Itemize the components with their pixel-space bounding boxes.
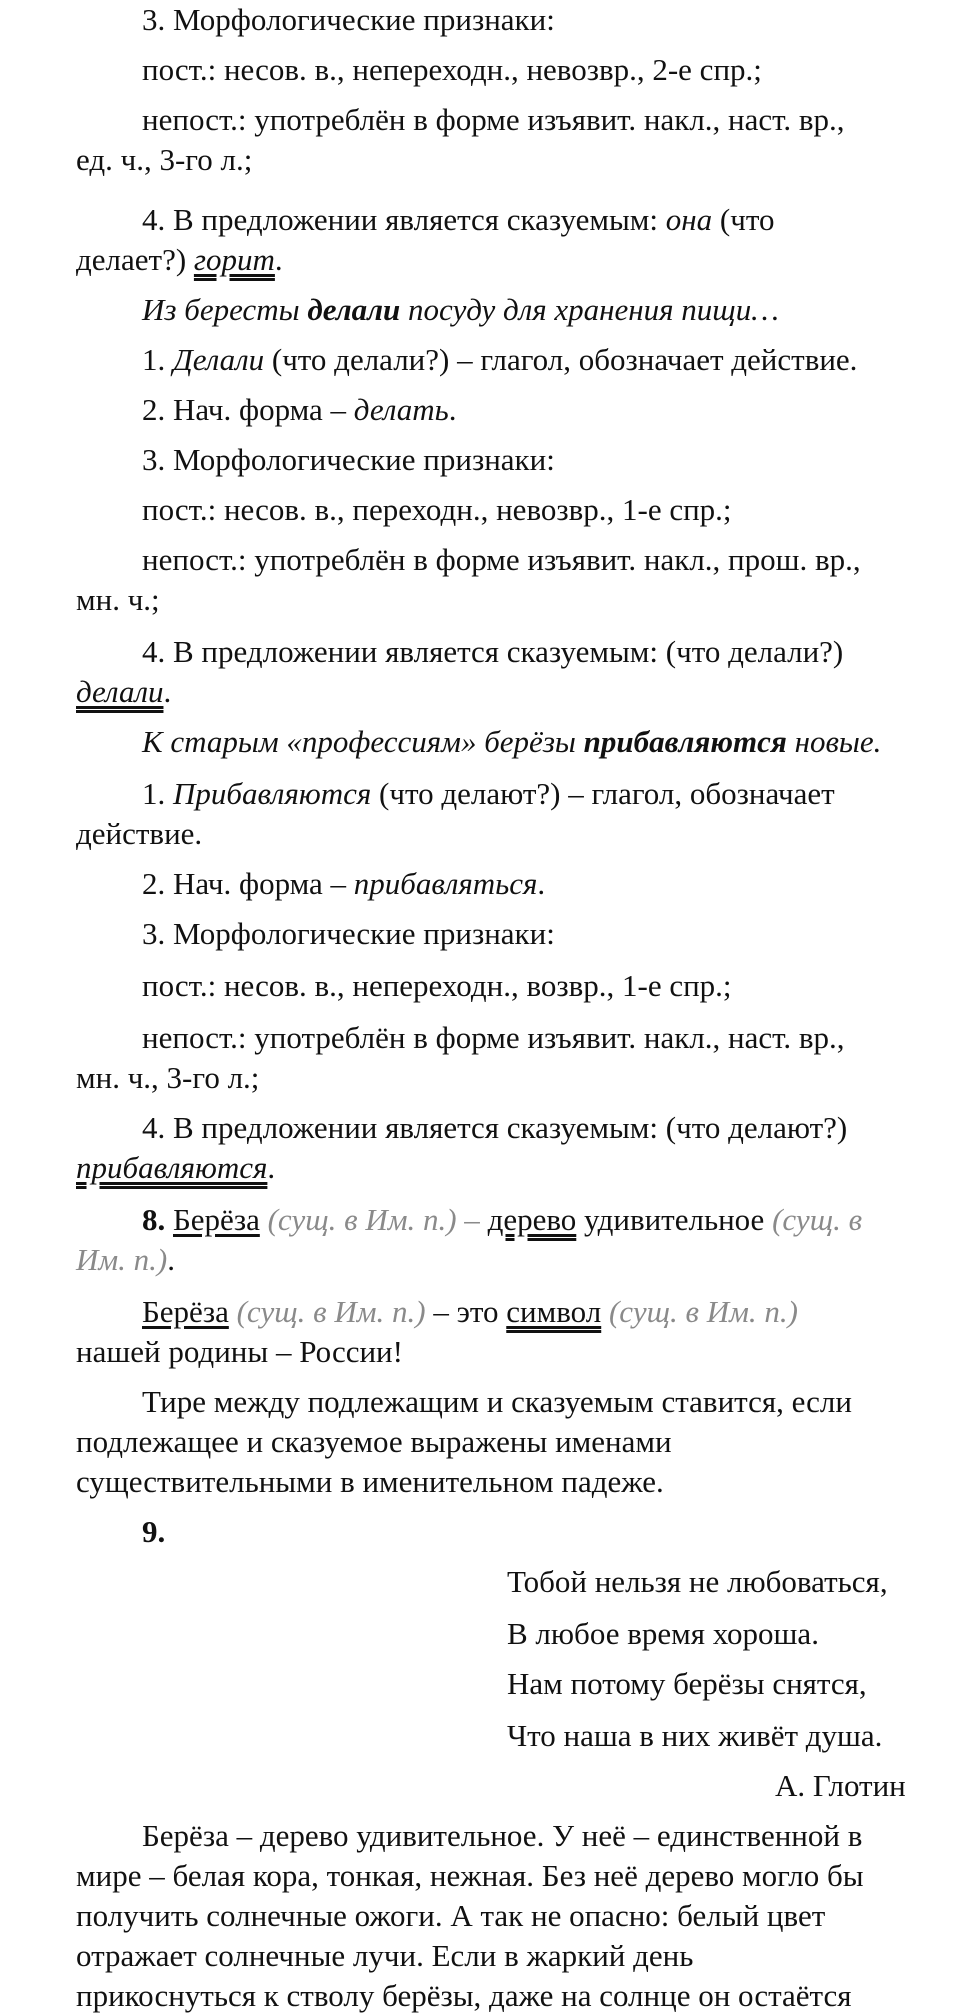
text-line [76,240,283,280]
text-segment: отражает солнечные лучи. Если в жаркий день [76,1938,694,1973]
text-line [76,580,160,620]
text-segment: мн. ч., 3-го л.; [76,1060,260,1095]
text-segment: ед. ч., 3-го л.; [76,142,253,177]
text-segment: Из бересты [142,292,308,327]
text-line [142,290,779,330]
text-segment: прикоснуться к стволу берёзы, даже на солнце он остаётся [76,1978,852,2013]
text-segment: . [267,1150,276,1185]
text-line [76,1058,259,1098]
text-line [142,1200,862,1240]
text-line [142,440,555,480]
text-segment [480,1202,488,1237]
text-segment: 9. [142,1514,166,1549]
text-line [142,1382,852,1422]
text-line [76,1856,864,1896]
text-segment: делали [307,292,401,327]
text-segment: 2. Нач. форма – [142,866,354,901]
text-segment: 2. Нач. форма – [142,392,354,427]
text-segment: (сущ. в [772,1202,863,1237]
text-segment: нашей родины – России! [76,1334,403,1369]
text-segment: Берёза [173,1202,260,1237]
text-segment: – это [425,1294,507,1329]
text-line [76,672,171,712]
text-segment: делает?) [76,242,194,277]
text-segment: мн. ч.; [76,582,160,617]
text-line [775,1766,906,1806]
text-line [142,632,843,672]
text-line [142,1512,165,1552]
text-segment: Делали [173,342,265,377]
text-line [142,1018,845,1058]
text-segment: 4. В предложении является сказуемым: (что делали?) [142,634,844,669]
text-segment: Тире между подлежащим и сказуемым ставится, если [142,1384,852,1419]
text-line [142,390,456,430]
text-line [142,340,857,380]
text-segment: Им. п.) [76,1242,168,1277]
text-segment: непост.: употреблён в форме изъявит. накл., наст. вр., [142,102,845,137]
text-segment: пост.: несов. в., непереходн., возвр., 1-е спр.; [142,968,732,1003]
text-segment: . [167,1242,175,1277]
text-segment: 3. Морфологические признаки: [142,442,555,477]
text-line [76,1148,275,1188]
text-line [507,1562,888,1602]
text-line [142,722,881,762]
text-line [507,1664,867,1704]
text-line [142,50,762,90]
text-line [142,100,845,140]
text-segment: (что делали?) – глагол, обозначает действие. [264,342,858,377]
text-segment: (сущ. в Им. п.) [228,1294,426,1329]
text-line [76,1936,693,1976]
text-line [76,1332,403,1372]
text-segment: пост.: несов. в., переходн., невозвр., 1-е спр.; [142,492,732,527]
text-segment: действие. [76,816,203,851]
text-segment: делать [353,392,449,427]
text-line [76,1240,175,1280]
text-line [142,0,555,40]
text-segment: . [163,674,172,709]
text-line [142,774,835,814]
text-segment: прибавляются [583,724,787,759]
text-line [142,200,774,240]
text-segment: А. Глотин [775,1768,906,1803]
text-segment: непост.: употреблён в форме изъявит. накл., прош. вр., [142,542,861,577]
text-line [76,1462,664,1502]
text-line [76,1976,851,2016]
text-line [142,540,861,580]
text-segment: дерево [487,1202,577,1237]
text-segment: символ [506,1294,602,1329]
text-segment: Берёза – дерево удивительное. У неё – единственной в [142,1818,863,1853]
text-segment: горит [193,242,275,277]
text-line [76,140,252,180]
text-segment: 1. [142,342,173,377]
text-line [142,490,732,530]
text-segment: делали [76,674,164,709]
text-segment: подлежащее и сказуемое выражены именами [76,1424,672,1459]
text-segment: мире – белая кора, тонкая, нежная. Без неё дерево могло бы [76,1858,864,1893]
text-segment: 4. В предложении является сказуемым: [142,202,666,237]
text-line [76,814,202,854]
text-segment: . [537,866,546,901]
text-segment: Тобой нельзя не любоваться, [507,1564,888,1599]
text-line [76,1422,672,1462]
text-segment: . [274,242,283,277]
text-segment: непост.: употреблён в форме изъявит. накл., наст. вр., [142,1020,845,1055]
text-segment: (сущ. в Им. п.) – [259,1202,480,1237]
text-segment: (что [712,202,775,237]
text-segment: прибавляются [76,1150,268,1185]
text-segment: удивительное [576,1202,773,1237]
text-segment: прибавляться [353,866,538,901]
text-line [142,1292,798,1332]
text-line [142,966,732,1006]
text-segment: Нам потому берёзы снятся, [507,1666,867,1701]
text-segment: 8. [142,1202,173,1237]
text-segment: . [448,392,457,427]
text-segment: Берёза [142,1294,229,1329]
text-segment: 1. [142,776,173,811]
text-segment: посуду для хранения пищи… [400,292,779,327]
text-segment: 3. Морфологические признаки: [142,916,555,951]
text-segment: существительными в именительном падеже. [76,1464,664,1499]
text-line [507,1614,819,1654]
text-segment: К старым «профессиям» берёзы [142,724,584,759]
text-segment: В любое время хороша. [507,1616,819,1651]
text-segment: новые. [786,724,882,759]
text-line [142,1816,862,1856]
text-line [507,1716,882,1756]
text-segment: она [665,202,713,237]
text-line [76,1896,825,1936]
text-segment: 4. В предложении является сказуемым: (что делают?) [142,1110,848,1145]
text-segment: 3. Морфологические признаки: [142,2,555,37]
text-line [142,864,545,904]
text-line [142,1108,847,1148]
text-segment: получить солнечные ожоги. А так не опасно: белый цвет [76,1898,826,1933]
text-segment: (что делают?) – глагол, обозначает [371,776,835,811]
text-segment: (сущ. в Им. п.) [601,1294,798,1329]
text-segment: Что наша в них живёт душа. [507,1718,883,1753]
text-segment: пост.: несов. в., непереходн., невозвр., 2-е спр.; [142,52,762,87]
text-segment: Прибавляются [173,776,372,811]
text-line [142,914,555,954]
